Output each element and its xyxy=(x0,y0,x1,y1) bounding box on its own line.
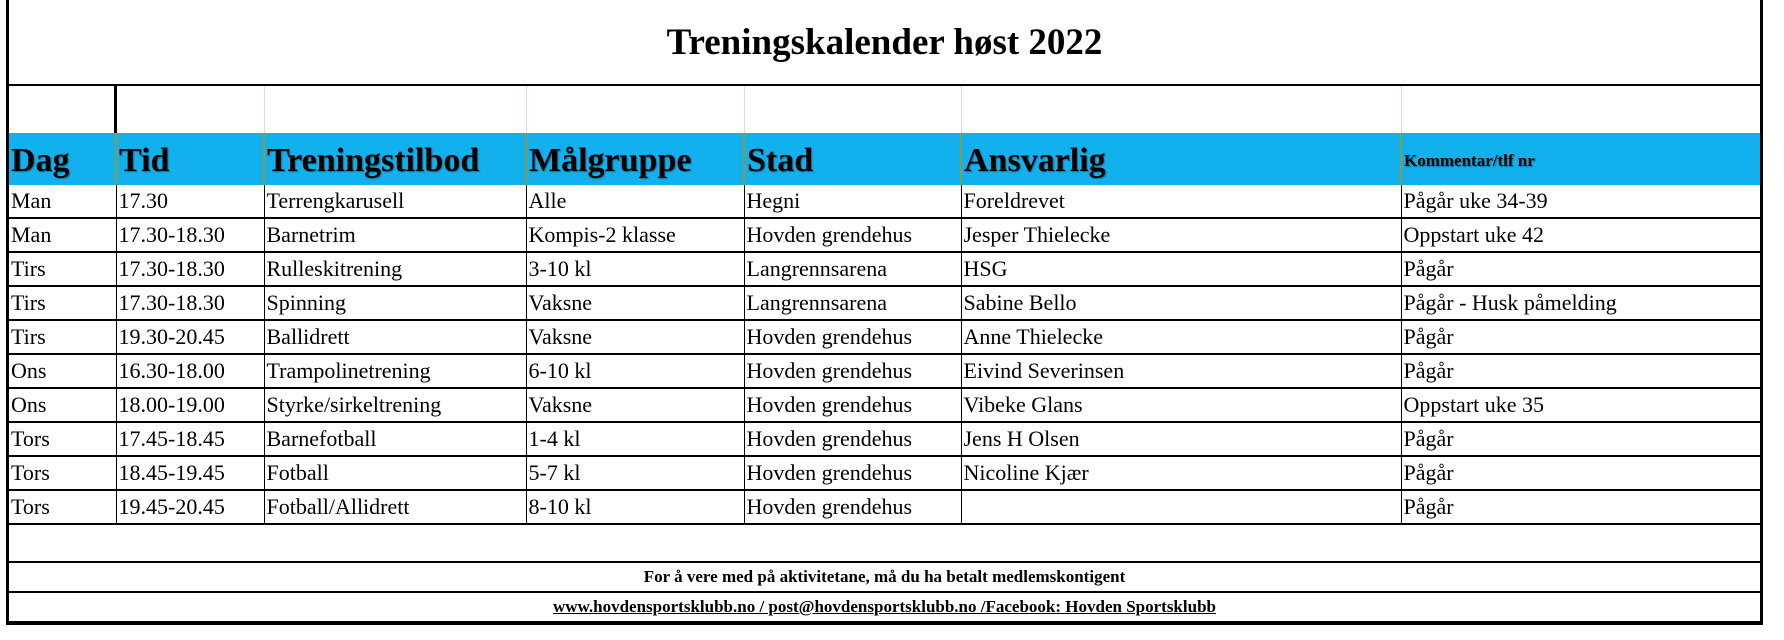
cell-stad: Hovden grendehus xyxy=(744,218,961,252)
cell-kommentar: Pågår xyxy=(1401,422,1760,456)
cell-dag: Man xyxy=(9,218,116,252)
cell-stad: Langrennsarena xyxy=(744,286,961,320)
cell-stad: Hovden grendehus xyxy=(744,456,961,490)
cell-ansvarlig: HSG xyxy=(961,252,1401,286)
table-row xyxy=(9,490,1760,524)
training-schedule-table xyxy=(9,133,1760,525)
cell-treningstilbod: Barnetrim xyxy=(264,218,526,252)
cell-tid: 19.30-20.45 xyxy=(116,320,264,354)
cell-kommentar: Pågår xyxy=(1401,456,1760,490)
cell-tid: 19.45-20.45 xyxy=(116,490,264,524)
cell-kommentar: Pågår - Husk påmelding xyxy=(1401,286,1760,320)
cell-treningstilbod: Terrengkarusell xyxy=(264,185,526,218)
cell-tid: 17.30 xyxy=(116,185,264,218)
table-row xyxy=(9,388,1760,422)
column-header-ansvarlig: Ansvarlig xyxy=(961,134,1401,186)
contact-links xyxy=(9,593,1760,621)
cell-tid: 18.00-19.00 xyxy=(116,388,264,422)
cell-ansvarlig: Foreldrevet xyxy=(961,185,1401,218)
cell-kommentar: Pågår xyxy=(1401,354,1760,388)
table-row xyxy=(9,456,1760,490)
cell-kommentar: Oppstart uke 35 xyxy=(1401,388,1760,422)
cell-kommentar: Pågår xyxy=(1401,490,1760,524)
cell-kommentar: Pågår uke 34-39 xyxy=(1401,185,1760,218)
cell-stad: Hegni xyxy=(744,185,961,218)
table-row xyxy=(9,354,1760,388)
cell-stad: Hovden grendehus xyxy=(744,388,961,422)
column-header-malgruppe: Målgruppe xyxy=(526,134,744,186)
cell-ansvarlig: Nicoline Kjær xyxy=(961,456,1401,490)
cell-kommentar: Pågår xyxy=(1401,252,1760,286)
cell-kommentar: Pågår xyxy=(1401,320,1760,354)
table-row xyxy=(9,185,1760,218)
cell-malgruppe: 8-10 kl xyxy=(526,490,744,524)
cell-treningstilbod: Fotball xyxy=(264,456,526,490)
column-header-dag: Dag xyxy=(9,134,116,186)
cell-stad: Hovden grendehus xyxy=(744,422,961,456)
cell-treningstilbod: Spinning xyxy=(264,286,526,320)
cell-malgruppe: 1-4 kl xyxy=(526,422,744,456)
cell-treningstilbod: Ballidrett xyxy=(264,320,526,354)
cell-stad: Langrennsarena xyxy=(744,252,961,286)
column-header-kommentar: Kommentar/tlf nr xyxy=(1401,134,1760,186)
cell-treningstilbod: Trampolinetrening xyxy=(264,354,526,388)
gridline xyxy=(961,86,962,133)
cell-malgruppe: Alle xyxy=(526,185,744,218)
cell-tid: 16.30-18.00 xyxy=(116,354,264,388)
cell-malgruppe: 5-7 kl xyxy=(526,456,744,490)
cell-ansvarlig: Vibeke Glans xyxy=(961,388,1401,422)
cell-dag: Ons xyxy=(9,354,116,388)
column-header-stad: Stad xyxy=(744,134,961,186)
cell-tid: 17.30-18.30 xyxy=(116,252,264,286)
cell-treningstilbod: Rulleskitrening xyxy=(264,252,526,286)
cell-dag: Tors xyxy=(9,490,116,524)
cell-malgruppe: Kompis-2 klasse xyxy=(526,218,744,252)
membership-note xyxy=(9,561,1760,593)
cell-ansvarlig: Jens H Olsen xyxy=(961,422,1401,456)
cell-ansvarlig xyxy=(961,490,1401,524)
cell-ansvarlig: Jesper Thielecke xyxy=(961,218,1401,252)
gridline xyxy=(526,86,527,133)
table-row xyxy=(9,286,1760,320)
page-title: Treningskalender høst 2022 xyxy=(666,21,1103,63)
cell-ansvarlig: Sabine Bello xyxy=(961,286,1401,320)
cell-dag: Man xyxy=(9,185,116,218)
cell-malgruppe: Vaksne xyxy=(526,286,744,320)
row-divider xyxy=(9,84,1760,86)
cell-malgruppe: 6-10 kl xyxy=(526,354,744,388)
cell-dag: Tirs xyxy=(9,320,116,354)
table-row xyxy=(9,218,1760,252)
table-row xyxy=(9,422,1760,456)
cell-kommentar: Oppstart uke 42 xyxy=(1401,218,1760,252)
right-border xyxy=(1760,0,1763,624)
table-row xyxy=(9,252,1760,286)
cell-dag: Tirs xyxy=(9,252,116,286)
cell-stad: Hovden grendehus xyxy=(744,490,961,524)
cell-stad: Hovden grendehus xyxy=(744,320,961,354)
cell-ansvarlig: Eivind Severinsen xyxy=(961,354,1401,388)
empty-spacer-row xyxy=(9,84,1760,133)
cell-treningstilbod: Barnefotball xyxy=(264,422,526,456)
membership-note-text: For å vere med på aktivitetane, må du ha betalt medlemskontigent xyxy=(643,567,1126,586)
cell-treningstilbod: Fotball/Allidrett xyxy=(264,490,526,524)
cell-ansvarlig: Anne Thielecke xyxy=(961,320,1401,354)
gridline xyxy=(1401,86,1402,133)
bottom-border xyxy=(6,621,1763,625)
cell-dag: Tirs xyxy=(9,286,116,320)
gridline xyxy=(264,86,265,133)
contact-links-text[interactable]: www.hovdensportsklubb.no / post@hovdensportsklubb.no /Facebook: Hovden Sportsklubb xyxy=(553,597,1216,616)
cell-tid: 17.45-18.45 xyxy=(116,422,264,456)
table-row xyxy=(9,320,1760,354)
cell-stad: Hovden grendehus xyxy=(744,354,961,388)
cell-tid: 17.30-18.30 xyxy=(116,286,264,320)
cell-tid: 18.45-19.45 xyxy=(116,456,264,490)
cell-treningstilbod: Styrke/sirkeltrening xyxy=(264,388,526,422)
cell-dag: Ons xyxy=(9,388,116,422)
cell-malgruppe: Vaksne xyxy=(526,388,744,422)
cell-malgruppe: 3-10 kl xyxy=(526,252,744,286)
cell-tid: 17.30-18.30 xyxy=(116,218,264,252)
empty-cell xyxy=(9,86,116,133)
cell-dag: Tors xyxy=(9,422,116,456)
gridline xyxy=(744,86,745,133)
cell-malgruppe: Vaksne xyxy=(526,320,744,354)
header-row xyxy=(9,134,1760,186)
column-header-tid: Tid xyxy=(116,134,264,186)
column-header-treningstilbod: Treningstilbod xyxy=(264,134,526,186)
cell-dag: Tors xyxy=(9,456,116,490)
